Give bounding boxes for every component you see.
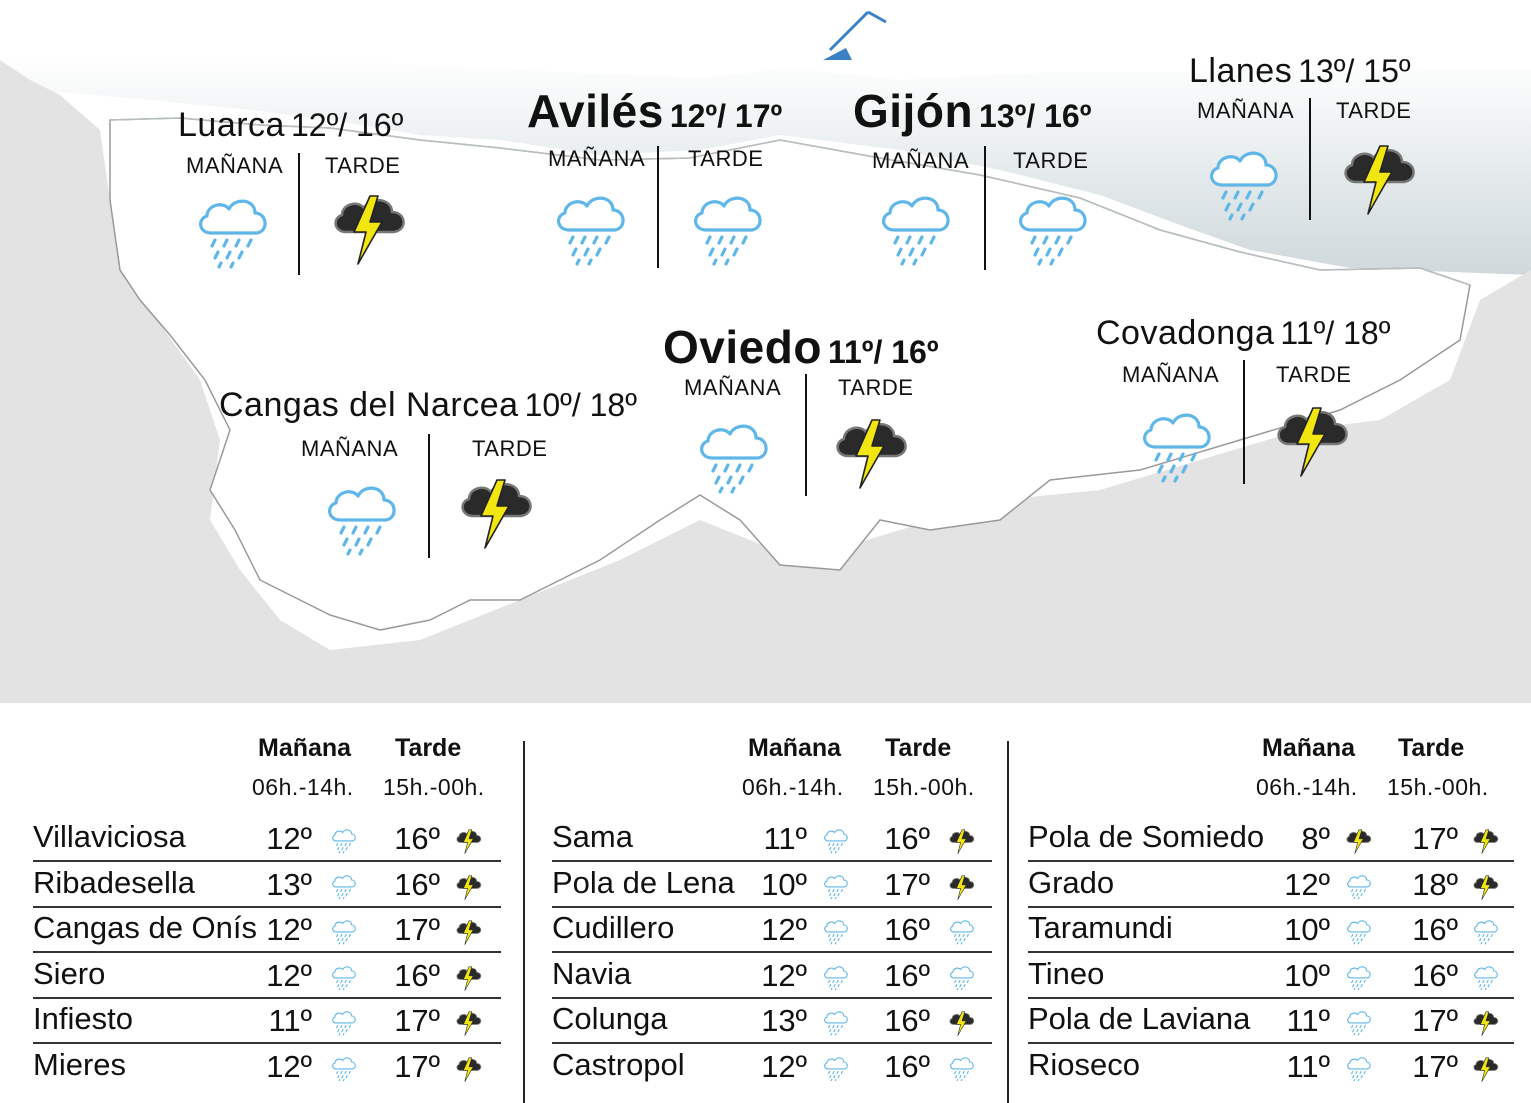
city-name: Gijón — [853, 85, 974, 137]
location-name: Tineo — [1028, 955, 1105, 991]
morning-temp: 11º — [1286, 1048, 1330, 1084]
period-afternoon-label: TARDE — [1276, 362, 1352, 387]
header-morning: Mañana — [1262, 734, 1356, 762]
morning-temp: 12º — [266, 957, 312, 993]
period-afternoon-label: TARDE — [1013, 148, 1089, 173]
header-morning: Mañana — [258, 734, 352, 762]
rain-icon — [1345, 964, 1373, 996]
rain-icon — [330, 1009, 358, 1041]
period-divider — [805, 374, 807, 496]
location-name: Pola de Lena — [552, 864, 735, 900]
subheader-afternoon-hours: 15h.-00h. — [873, 774, 975, 800]
period-afternoon-label: TARDE — [688, 146, 764, 171]
location-name: Colunga — [552, 1001, 668, 1036]
location-name: Grado — [1028, 864, 1115, 900]
afternoon-temp: 16º — [1412, 957, 1458, 993]
morning-temp: 8º — [1301, 821, 1330, 856]
column-separator — [523, 741, 525, 1103]
city-name: Avilés — [527, 85, 664, 137]
storm-icon — [1472, 1009, 1500, 1042]
morning-temp: 10º — [1284, 912, 1330, 947]
rain-icon — [1345, 873, 1373, 905]
rain-icon — [330, 827, 358, 859]
location-name: Ribadesella — [33, 864, 195, 900]
storm-icon — [457, 472, 537, 557]
morning-temp: 12º — [1284, 866, 1330, 902]
header-afternoon: Tarde — [395, 734, 462, 762]
rain-icon — [688, 190, 768, 271]
afternoon-temp: 16º — [884, 1003, 930, 1038]
period-morning-label: MAÑANA — [301, 436, 399, 461]
rain-icon — [822, 964, 850, 996]
rain-icon — [948, 918, 976, 950]
header-afternoon: Tarde — [885, 734, 952, 762]
city-temps: 13º/ 16º — [979, 98, 1092, 134]
rain-icon — [1013, 190, 1093, 271]
period-morning-label: MAÑANA — [548, 146, 646, 171]
subheader-morning-hours: 06h.-14h. — [742, 774, 844, 800]
afternoon-temp: 16º — [394, 866, 440, 902]
morning-temp: 12º — [761, 957, 807, 993]
morning-temp: 12º — [266, 912, 312, 947]
rain-icon — [822, 1055, 850, 1087]
morning-temp: 13º — [266, 866, 312, 902]
storm-icon — [832, 412, 912, 497]
table-row — [552, 1045, 992, 1090]
table-row — [33, 908, 501, 953]
storm-icon — [455, 873, 483, 906]
rain-icon — [822, 827, 850, 859]
afternoon-temp: 16º — [394, 957, 440, 993]
city-temps: 13º/ 15º — [1298, 53, 1411, 89]
rain-icon — [551, 190, 631, 271]
rain-icon — [193, 193, 273, 274]
afternoon-temp: 18º — [1412, 866, 1458, 902]
morning-temp: 12º — [266, 1048, 312, 1084]
city-temps: 11º/ 18º — [1280, 315, 1391, 351]
city-name: Covadonga — [1096, 314, 1275, 352]
morning-temp: 11º — [1286, 1003, 1330, 1038]
location-name: Villaviciosa — [33, 819, 186, 854]
rain-icon — [330, 918, 358, 950]
rain-icon — [822, 918, 850, 950]
table-row — [552, 817, 992, 862]
table-row — [1028, 954, 1514, 999]
city-label-gijon — [853, 85, 1092, 137]
table-row — [33, 954, 501, 999]
forecast-table — [0, 703, 1531, 1103]
location-name: Navia — [552, 955, 632, 991]
location-name: Cudillero — [552, 910, 675, 945]
table-row — [552, 954, 992, 999]
period-morning-label: MAÑANA — [684, 375, 782, 400]
afternoon-temp: 17º — [394, 912, 440, 947]
table-row — [1028, 817, 1514, 862]
storm-icon — [330, 188, 410, 273]
table-row — [552, 908, 992, 953]
period-afternoon-label: TARDE — [472, 436, 548, 461]
period-divider — [984, 146, 986, 270]
morning-temp: 12º — [266, 821, 312, 856]
storm-icon — [455, 827, 483, 860]
rain-icon — [822, 873, 850, 905]
afternoon-temp: 16º — [884, 912, 930, 947]
rain-icon — [876, 190, 956, 271]
afternoon-temp: 17º — [1412, 1003, 1458, 1038]
period-afternoon-label: TARDE — [325, 153, 401, 178]
period-morning-label: MAÑANA — [1197, 98, 1295, 123]
period-morning-label: MAÑANA — [872, 148, 970, 173]
rain-icon — [948, 1055, 976, 1087]
storm-icon — [948, 1009, 976, 1042]
location-name: Pola de Somiedo — [1028, 819, 1265, 854]
location-name: Castropol — [552, 1046, 685, 1082]
city-temps: 12º/ 16º — [290, 107, 404, 143]
period-divider — [1309, 98, 1311, 220]
afternoon-temp: 17º — [394, 1048, 440, 1084]
period-divider — [657, 146, 659, 268]
table-row — [1028, 908, 1514, 953]
table-row — [33, 863, 501, 908]
location-name: Siero — [33, 955, 106, 991]
period-divider — [428, 434, 430, 558]
city-temps: 12º/ 17º — [669, 98, 783, 134]
location-name: Rioseco — [1028, 1046, 1140, 1082]
morning-temp: 11º — [763, 821, 807, 856]
table-row — [552, 863, 992, 908]
rain-icon — [1137, 407, 1217, 488]
city-temps: 11º/ 16º — [827, 334, 939, 370]
rain-icon — [322, 480, 402, 561]
subheader-afternoon-hours: 15h.-00h. — [1387, 774, 1489, 800]
storm-icon — [948, 827, 976, 860]
afternoon-temp: 16º — [1412, 912, 1458, 947]
header-morning: Mañana — [748, 734, 842, 762]
rain-icon — [1345, 918, 1373, 950]
rain-icon — [948, 964, 976, 996]
table-row — [33, 999, 501, 1044]
period-afternoon-label: TARDE — [838, 375, 914, 400]
location-name: Sama — [552, 819, 633, 854]
city-label-luarca — [178, 108, 403, 142]
morning-temp: 12º — [761, 912, 807, 947]
table-row — [1028, 863, 1514, 908]
afternoon-temp: 16º — [884, 821, 930, 856]
storm-icon — [948, 873, 976, 906]
rain-icon — [330, 964, 358, 996]
rain-icon — [1204, 145, 1284, 226]
city-name: Luarca — [178, 106, 285, 144]
storm-icon — [1340, 138, 1420, 223]
location-name: Cangas de Onís — [33, 910, 258, 945]
storm-icon — [1345, 827, 1373, 860]
afternoon-temp: 16º — [884, 1048, 930, 1084]
table-row — [1028, 1045, 1514, 1090]
subheader-afternoon-hours: 15h.-00h. — [383, 774, 485, 800]
period-morning-label: MAÑANA — [1122, 362, 1220, 387]
morning-temp: 10º — [1284, 957, 1330, 993]
afternoon-temp: 16º — [394, 821, 440, 856]
afternoon-temp: 17º — [1412, 821, 1458, 856]
city-label-llanes — [1189, 54, 1411, 88]
city-name: Llanes — [1189, 52, 1293, 90]
storm-icon — [1472, 827, 1500, 860]
table-row — [552, 999, 992, 1044]
storm-icon — [455, 1055, 483, 1088]
location-name: Infiesto — [33, 1001, 133, 1036]
storm-icon — [455, 918, 483, 951]
morning-temp: 10º — [761, 866, 807, 902]
storm-icon — [455, 964, 483, 997]
city-name: Cangas del Narcea — [219, 386, 519, 424]
city-label-cangas-narcea — [219, 388, 637, 422]
city-label-oviedo — [663, 321, 939, 373]
header-afternoon: Tarde — [1398, 734, 1465, 762]
rain-icon — [1345, 1009, 1373, 1041]
rain-icon — [1345, 1055, 1373, 1087]
table-row — [1028, 999, 1514, 1044]
period-morning-label: MAÑANA — [186, 153, 284, 178]
rain-icon — [1472, 918, 1500, 950]
city-name: Oviedo — [663, 321, 822, 373]
rain-icon — [694, 418, 774, 499]
city-temps: 10º/ 18º — [524, 387, 637, 423]
rain-icon — [330, 1055, 358, 1087]
afternoon-temp: 17º — [1412, 1048, 1458, 1084]
rain-icon — [330, 873, 358, 905]
location-name: Mieres — [33, 1046, 127, 1082]
afternoon-temp: 17º — [394, 1003, 440, 1038]
table-row — [33, 817, 501, 862]
morning-temp: 11º — [268, 1003, 312, 1038]
period-afternoon-label: TARDE — [1336, 98, 1412, 123]
morning-temp: 12º — [761, 1048, 807, 1084]
storm-icon — [1472, 1055, 1500, 1088]
storm-icon — [1472, 873, 1500, 906]
afternoon-temp: 16º — [884, 957, 930, 993]
compass-icon — [823, 12, 886, 60]
storm-icon — [455, 1009, 483, 1042]
column-separator — [1007, 741, 1009, 1103]
subheader-morning-hours: 06h.-14h. — [1256, 774, 1358, 800]
period-divider — [1243, 360, 1245, 484]
subheader-morning-hours: 06h.-14h. — [252, 774, 354, 800]
storm-icon — [1273, 400, 1353, 485]
period-divider — [298, 153, 300, 275]
rain-icon — [822, 1009, 850, 1041]
location-name: Taramundi — [1028, 910, 1173, 945]
location-name: Pola de Laviana — [1028, 1001, 1251, 1036]
rain-icon — [1472, 964, 1500, 996]
morning-temp: 13º — [761, 1003, 807, 1038]
city-label-aviles — [527, 85, 783, 137]
city-label-covadonga — [1096, 316, 1390, 350]
afternoon-temp: 17º — [884, 866, 930, 902]
table-row — [33, 1045, 501, 1090]
